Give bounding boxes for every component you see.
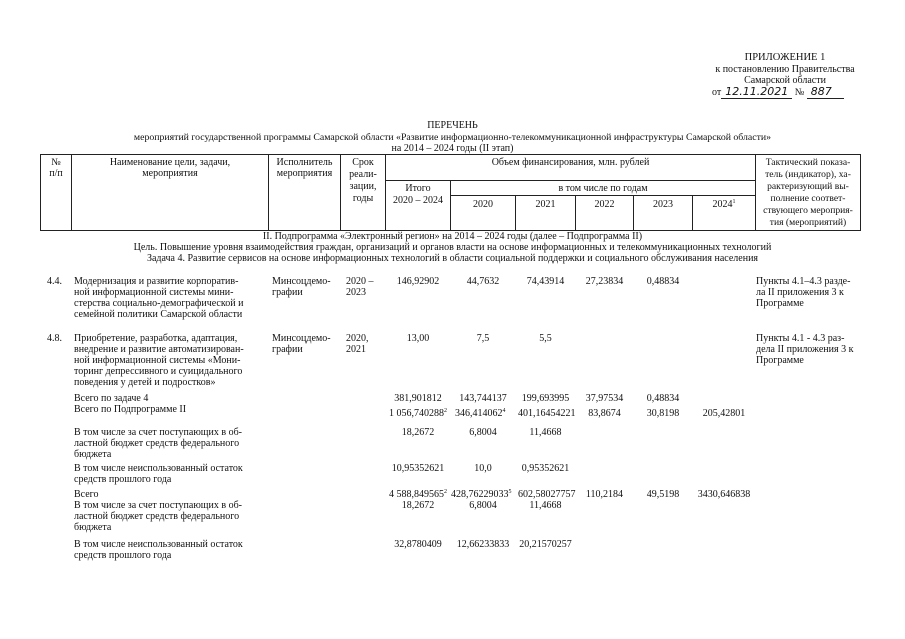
header-funding: Объем финансирования, млн. рублей	[491, 157, 650, 168]
header-indicator: Тактический показа- тель (индикатор), ха- рактеризующий вы- полнение соответ- ствующего мероприя- тия (мероприятий)	[763, 157, 853, 228]
row-2020: 346,414062$^4$	[455, 408, 506, 419]
row-num: 4.4.	[47, 276, 62, 287]
header-term: Срок реали- зации, годы	[349, 157, 377, 204]
appendix-line1: к постановлению Правительства	[715, 64, 855, 75]
doc-title: ПЕРЕЧЕНЬ	[427, 120, 478, 131]
header-year-2022: 2022	[594, 199, 615, 210]
row-name: Модернизация и развитие корпоратив- ной информационной системы мини- стерства социально-демографической и семейной политики Самарской области	[74, 276, 244, 320]
header-total: Итого 2020 – 2024	[393, 183, 443, 206]
goal-heading: Цель. Повышение уровня взаимодействия граждан, организаций и органов власти на основе информационных и телекоммуникационных технологий	[133, 242, 772, 253]
row-indicator: Пункты 4.1–4.3 разде- ла II приложения 3 к Программе	[756, 276, 851, 309]
row-2022: 27,23834	[585, 276, 624, 287]
appendix-line2: Самарской области	[744, 75, 826, 86]
row-2023: 0,48834	[646, 276, 680, 287]
header-name: Наименование цели, задачи, мероприятия	[109, 157, 231, 179]
subprogram-heading: II. Подпрограмма «Электронный регион» на 2014 – 2024 годы (далее – Подпрограмма II)	[262, 231, 643, 242]
row-2023: 0,48834	[646, 393, 680, 404]
number-label: №	[794, 87, 805, 98]
row-total: 381,901812	[394, 393, 442, 404]
appendix-title: ПРИЛОЖЕНИЕ 1	[744, 52, 826, 63]
row-2024: 3430,646838	[697, 489, 751, 500]
row-2021: 602,58027757	[518, 489, 576, 500]
row-2022: 110,2184	[585, 489, 624, 500]
header-executor: Исполнитель мероприятия	[276, 157, 333, 179]
row-2020: 10,0	[474, 463, 492, 474]
header-year-2021: 2021	[535, 199, 556, 210]
row-total: 146,92902	[396, 276, 440, 287]
row-label: Всего	[74, 489, 99, 500]
row-2024: 205,42801	[702, 408, 746, 419]
row-2020: 6,8004	[469, 500, 497, 511]
row-label: В том числе за счет поступающих в об- ластной бюджет средств федерального бюджета	[74, 427, 242, 460]
row-num: 4.8.	[47, 333, 62, 344]
row-2022: 83,8674	[588, 408, 621, 419]
row-total: 4 588,849565$^2$	[389, 489, 447, 500]
header-year-2024: 2024$^1$	[712, 199, 736, 210]
row-2020: 44,7632	[466, 276, 500, 287]
row-indicator: Пункты 4.1 - 4.3 раз- дела II приложения 3 к Программе	[756, 333, 854, 366]
row-2021: 74,43914	[526, 276, 565, 287]
row-label: Всего по Подпрограмме II	[74, 404, 187, 415]
row-label: В том числе за счет поступающих в об- ластной бюджет средств федерального бюджета	[74, 500, 242, 533]
row-total: 13,00	[406, 333, 430, 344]
row-executor: Минсоцдемо- графии	[272, 276, 331, 298]
header-year-2023: 2023	[653, 199, 673, 210]
appendix-date-line	[712, 86, 872, 98]
row-total: 18,2672	[401, 427, 435, 438]
row-total: 32,8780409	[394, 539, 442, 550]
decree-number: 887	[807, 85, 844, 99]
row-label: Всего по задаче 4	[74, 393, 149, 404]
row-label: В том числе неиспользованный остаток средств прошлого года	[74, 539, 243, 561]
doc-subtitle-2: на 2014 – 2024 годы (II этап)	[391, 143, 514, 154]
header-year-2020: 2020	[473, 199, 493, 210]
doc-subtitle-1: мероприятий государственной программы Самарской области «Развитие информационно-телекоммуникационной инфраструктуры Самарской области»	[133, 132, 772, 143]
task-heading: Задача 4. Развитие сервисов на основе информационных технологий в области социальной поддержки и социального обслуживания населения	[146, 253, 759, 264]
row-2021: 401,16454221	[518, 408, 576, 419]
row-2023: 49,5198	[646, 489, 680, 500]
row-2020: 12,66233833	[456, 539, 510, 550]
row-2021: 199,693995	[521, 393, 570, 404]
decree-date: 12.11.2021	[721, 85, 792, 99]
row-2020: 7,5	[476, 333, 490, 344]
row-label: В том числе неиспользованный остаток средств прошлого года	[74, 463, 243, 485]
header-by-years: в том числе по годам	[558, 183, 648, 194]
row-name: Приобретение, разработка, адаптация, внедрение и развитие автоматизирован- ной информационной системы «Мони- торинг депрессивного и суицидального поведения у детей и подростков»	[74, 333, 244, 388]
row-2021: 11,4668	[529, 500, 562, 511]
row-2021: 20,21570257	[519, 539, 572, 550]
row-2023: 30,8198	[646, 408, 680, 419]
row-2020: 428,76229033$^5$	[451, 489, 512, 500]
header-num: № п/п	[49, 157, 63, 179]
row-executor: Минсоцдемо- графии	[272, 333, 331, 355]
row-2021: 5,5	[539, 333, 552, 344]
row-2022: 37,97534	[585, 393, 624, 404]
row-term: 2020, 2021	[346, 333, 369, 355]
row-2020: 143,744137	[459, 393, 507, 404]
from-label: от	[712, 87, 722, 98]
row-total: 10,95352621	[391, 463, 445, 474]
row-2020: 6,8004	[469, 427, 497, 438]
row-2021: 0,95352621	[521, 463, 570, 474]
row-total: 1 056,740288$^2$	[389, 408, 447, 419]
row-2021: 11,4668	[529, 427, 562, 438]
row-term: 2020 – 2023	[346, 276, 374, 298]
row-total: 18,2672	[401, 500, 435, 511]
